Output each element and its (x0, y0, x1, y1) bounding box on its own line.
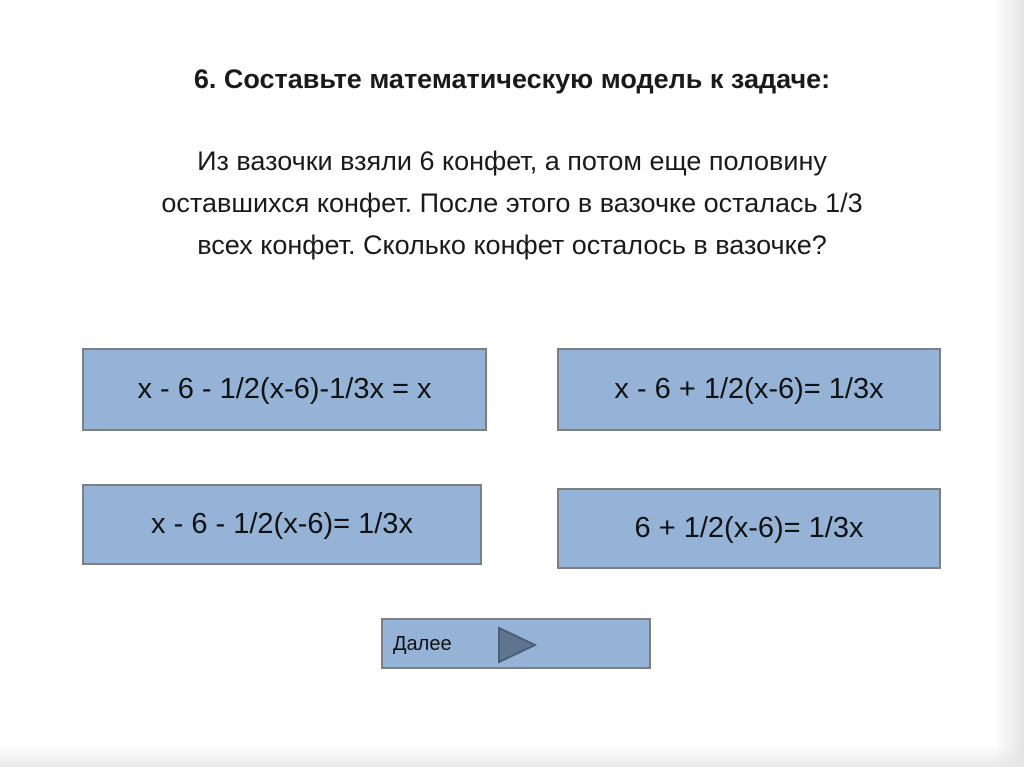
problem-text (112, 140, 912, 266)
answer-option-1[interactable]: x - 6 - 1/2(x-6)-1/3x = x (82, 348, 487, 431)
answer-option-2[interactable]: x - 6 + 1/2(x-6)= 1/3x (557, 348, 941, 431)
slide-shadow-bottom (0, 745, 1024, 767)
slide-title: 6. Составьте математическую модель к задаче: (193, 64, 831, 94)
answer-option-3[interactable]: x - 6 - 1/2(x-6)= 1/3x (82, 484, 482, 565)
problem-line: всех конфет. Сколько конфет осталось в вазочке? (197, 230, 827, 260)
next-button[interactable] (381, 618, 651, 669)
next-button-label: Далее (393, 633, 452, 655)
slide-shadow-right (994, 0, 1024, 767)
play-arrow-icon (497, 626, 537, 664)
answer-option-4[interactable]: 6 + 1/2(x-6)= 1/3x (557, 488, 941, 569)
problem-line: Из вазочки взяли 6 конфет, а потом еще половину (197, 146, 827, 176)
problem-line: оставшихся конфет. После этого в вазочке осталась 1/3 (161, 188, 863, 218)
